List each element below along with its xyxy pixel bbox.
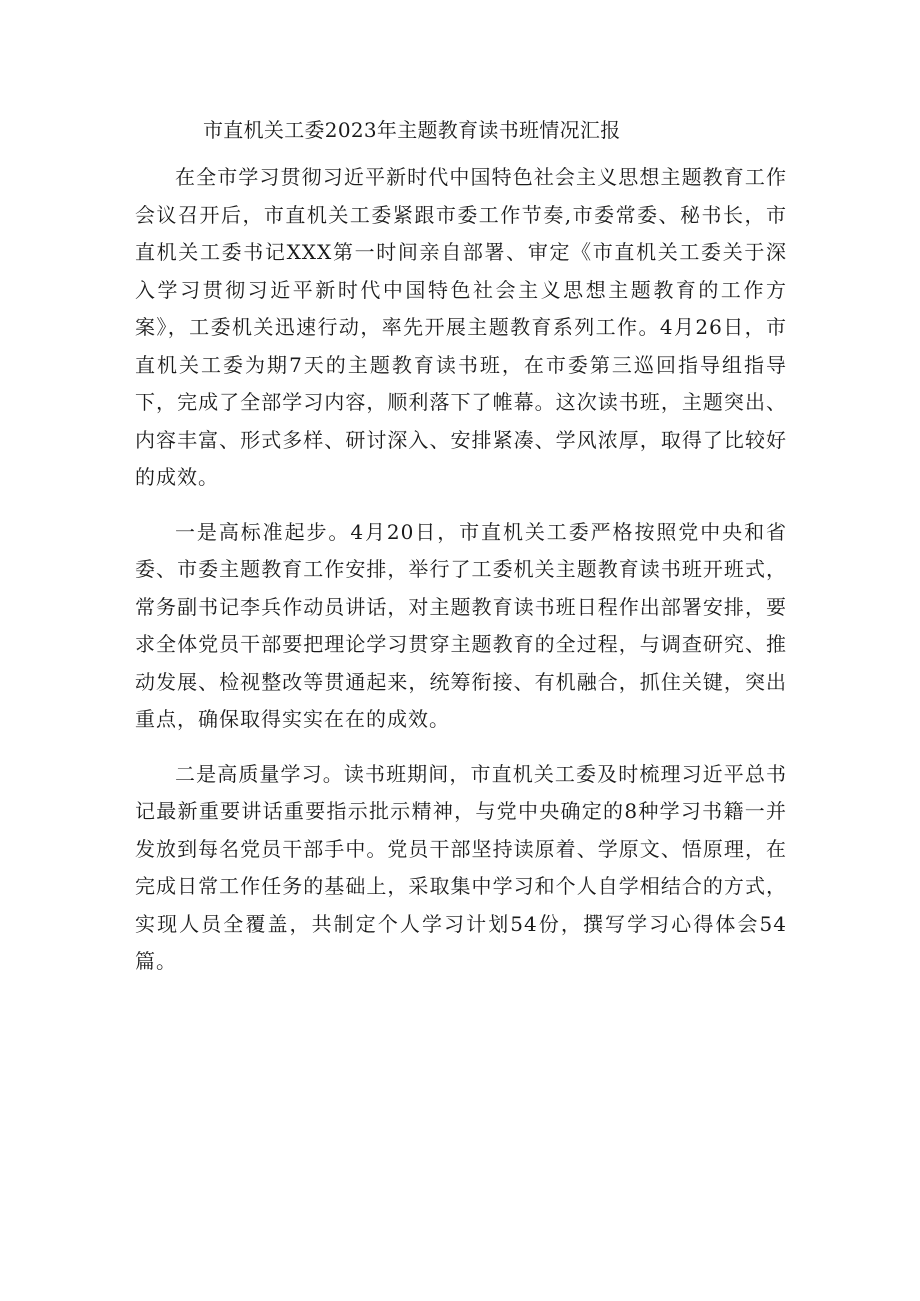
paragraph-high-quality-study: 二是高质量学习。读书班期间，市直机关工委及时梳理习近平总书记最新重要讲话重要指示批示精神，与党中央确定的8种学习书籍一并发放到每名党员干部手中。党员干部坚持读原着、学原文、悟原理，在完成日常工作任务的基础上，采取集中学习和个人自学相结合的方式，实现人员全覆盖，共制定个人学习计划54份，撰写学习心得体会54篇。 [135, 761, 787, 973]
paragraph-high-standard-start: 一是高标准起步。4月20日，市直机关工委严格按照党中央和省委、市委主题教育工作安排，举行了工委机关主题教育读书班开班式，常务副书记李兵作动员讲话，对主题教育读书班日程作出部署安排，要求全体党员干部要把理论学习贯穿主题教育的全过程，与调查研究、推动发展、检视整改等贯通起来，统筹衔接、有机融合，抓住关键，突出重点，确保取得实实在在的成效。 [135, 519, 787, 731]
document-page [135, 116, 787, 981]
document-title: 市直机关工委2023年主题教育读书班情况汇报 [203, 118, 621, 142]
paragraph-intro: 在全市学习贯彻习近平新时代中国特色社会主义思想主题教育工作会议召开后，市直机关工委紧跟市委工作节奏,市委常委、秘书长，市直机关工委书记XXX第一时间亲自部署、审定《市直机关工委关于深入学习贯彻习近平新时代中国特色社会主义思想主题教育的工作方案》，工委机关迅速行动，率先开展主题教育系列工作。4月26日，市直机关工委为期7天的主题教育读书班，在市委第三巡回指导组指导下，完成了全部学习内容，顺利落下了帷幕。这次读书班，主题突出、内容丰富、形式多样、研讨深入、安排紧凑、学风浓厚，取得了比较好的成效。 [135, 165, 787, 489]
